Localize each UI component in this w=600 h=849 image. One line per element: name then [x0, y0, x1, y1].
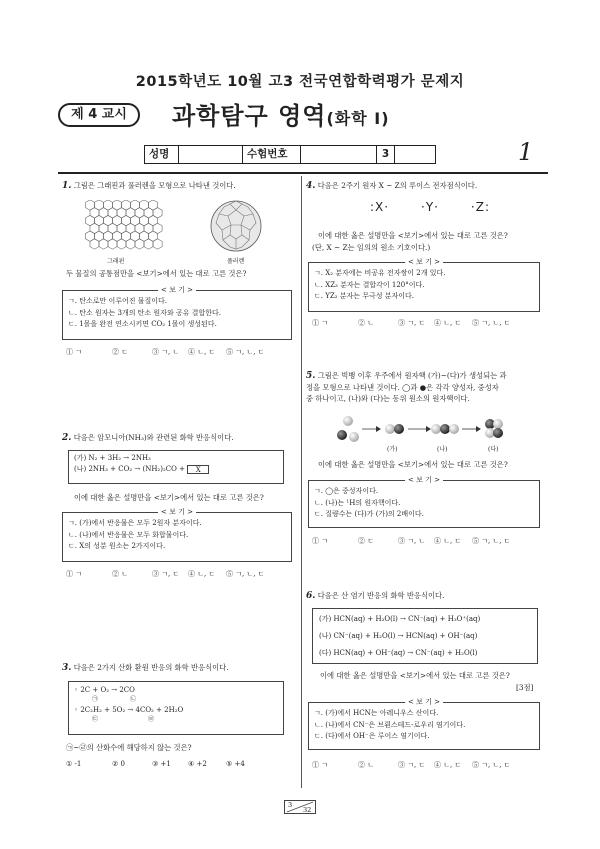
exam-no-label: 수험번호 [243, 146, 301, 163]
proton [343, 416, 353, 426]
choice-1[interactable]: ① ㄱ [66, 348, 82, 356]
neutron [337, 430, 347, 440]
bogi-box [62, 286, 292, 340]
graphene-hexagon [90, 239, 99, 249]
choice-3[interactable]: ③ ㄱ, ㄷ [398, 761, 426, 769]
question-5 [306, 370, 546, 404]
mark-d: ㉣ [147, 716, 154, 723]
graphene-hexagon [135, 239, 144, 249]
atom-y: ·Y· [421, 200, 439, 214]
lewis-structures [370, 200, 490, 224]
equation-2: (나) CN⁻(aq) + H₂O(l) → HCN(aq) + OH⁻(aq) [319, 632, 478, 640]
graphene-hexagon [99, 239, 108, 249]
answer-choices [312, 318, 544, 328]
choice-3[interactable]: ③ ㄱ, ㄴ [152, 348, 180, 356]
proton [349, 432, 359, 442]
bogi-item: ㄷ. 질량수는 (다)가 (가)의 2배이다. [314, 510, 424, 518]
bogi-label: < 보 기 > [158, 285, 196, 295]
question-number: 4. [306, 181, 316, 191]
subject-title [172, 96, 390, 131]
bogi-label: < 보 기 > [405, 475, 443, 485]
choice-1[interactable]: ① ㄱ [312, 761, 328, 769]
question-number: 6. [306, 591, 316, 601]
bogi-item: ㄴ. XZ₃ 분자는 결합각이 120°이다. [314, 280, 425, 289]
equation-2-marks [74, 716, 278, 724]
graphene-hexagon [126, 239, 135, 249]
points: [3점] [516, 683, 534, 692]
question-ask: ㉠~㉣의 산화수에 해당하지 않는 것은? [66, 743, 192, 752]
exam-title: 2015학년도 10월 고3 전국연합학력평가 문제지 [135, 74, 465, 90]
choice-1[interactable]: ① ㄱ [312, 537, 328, 545]
nucleus-na-neutron [440, 424, 450, 434]
arrow-head [376, 426, 381, 432]
graphene-hexagon [144, 239, 153, 249]
bogi-item: ㄷ. (다)에서 OH⁻은 루이스 염기이다. [314, 732, 430, 740]
choice-5[interactable]: ⑤ ㄱ, ㄴ, ㄷ [472, 537, 511, 545]
bogi-item: ㄱ. ◯은 중성자이다. [314, 487, 379, 495]
mark-a: ㉠ [92, 696, 99, 703]
equation-2: ◦ 2C₂H₂ + 5O₂ → 4CO₂ + 2H₂O [74, 706, 184, 714]
question-stem: 다음은 산 염기 반응의 화학 반응식이다. [317, 591, 445, 600]
choice-2[interactable]: ② ㄴ [112, 570, 128, 578]
question-ask: 이에 대한 옳은 설명만을 <보기>에서 있는 대로 고른 것은? [318, 231, 508, 240]
equation-box [68, 681, 284, 735]
label-da: (다) [488, 446, 499, 453]
graphene-hexagon [117, 239, 126, 249]
bogi-item: ㄷ. X의 성분 원소는 2가지이다. [68, 542, 166, 550]
question-3 [62, 662, 294, 674]
bogi-label: < 보 기 > [405, 697, 443, 707]
choice-5[interactable]: ⑤ ㄱ, ㄴ, ㄷ [472, 319, 511, 327]
question-ask: 두 물질의 공통점만을 <보기>에서 있는 대로 고른 것은? [66, 269, 247, 278]
bogi-label: < 보 기 > [405, 257, 443, 267]
nucleus-da-proton [493, 419, 503, 429]
page-number: 1 [518, 138, 534, 166]
question-note: (단, X ~ Z는 임의의 원소 기호이다.) [312, 243, 431, 252]
choice-3[interactable]: ③ ㄱ, ㄷ [152, 570, 180, 578]
graphene-hexagon [153, 239, 162, 249]
choice-4[interactable]: ④ ㄴ, ㄷ [188, 570, 216, 578]
question-stem: 다음은 2주기 원자 X ~ Z의 루이스 전자점식이다. [317, 181, 478, 190]
choice-4[interactable]: ④ ㄴ, ㄷ [434, 537, 462, 545]
choice-3[interactable]: ③ ㄱ, ㄴ [398, 537, 426, 545]
choice-5[interactable]: ⑤ ㄱ, ㄴ, ㄷ [226, 570, 265, 578]
choice-1[interactable]: ① ㄱ [312, 319, 328, 327]
choice-2[interactable]: ② ㄴ [358, 319, 374, 327]
bogi-item: ㄱ. X₂ 분자에는 비공유 전자쌍이 2개 있다. [314, 269, 446, 277]
equation-1-marks [74, 696, 278, 704]
column-divider [301, 176, 302, 788]
footer-page: 3 [288, 801, 293, 809]
choice-5[interactable]: ⑤ ㄱ, ㄴ, ㄷ [226, 348, 265, 356]
bogi-item: ㄴ. (나)에서 CN⁻은 브뢴스테드-로우리 염기이다. [314, 720, 466, 729]
fullerene-image [208, 198, 264, 254]
question-ask: 이에 대한 옳은 설명만을 <보기>에서 있는 대로 고른 것은? [318, 460, 508, 469]
atom-z: ·Z: [470, 200, 490, 214]
bogi-item: ㄱ. 탄소로만 이루어진 물질이다. [68, 297, 168, 305]
nucleus-da-neutron [493, 428, 503, 438]
equation-1: ◦ 2C + O₂ → 2CO [74, 686, 135, 694]
equation-1: (가) N₂ + 3H₂ → 2NH₃ [74, 454, 151, 462]
question-stem: 그림은 그래핀과 풀러렌을 모형으로 나타낸 것이다. [73, 181, 236, 190]
choice-4[interactable]: ④ ㄴ, ㄷ [434, 761, 462, 769]
bogi-box [308, 698, 540, 750]
subject-part: (화학 Ⅰ) [326, 109, 390, 128]
question-number: 1. [62, 181, 72, 191]
bogi-item: ㄴ. (나)에서 반응물은 모두 화합물이다. [68, 530, 189, 539]
choice-2[interactable]: ② ㄷ [358, 537, 374, 545]
atom-x: :X· [370, 200, 390, 214]
choice-4[interactable]: ④ ㄴ, ㄷ [434, 319, 462, 327]
equation-3: (다) HCN(aq) + OH⁻(aq) → CN⁻(aq) + H₂O(l) [319, 649, 478, 657]
bogi-box [308, 258, 540, 312]
choice-5[interactable]: ⑤ ㄱ, ㄴ, ㄷ [472, 761, 511, 769]
bogi-box [62, 508, 292, 562]
bogi-item: ㄴ. (나)는 ¹H의 원자핵이다. [314, 498, 401, 507]
footer-total: 32 [303, 806, 312, 814]
question-stem-2: 정을 모형으로 나타낸 것이다. ◯과 ●은 각각 양성자, 중성자 [306, 383, 499, 392]
equation-box [68, 450, 284, 484]
answer-choices [312, 760, 544, 770]
question-2 [62, 432, 294, 444]
fullerene-label: 풀러렌 [227, 258, 245, 265]
choice-2[interactable]: ② 0 [112, 760, 125, 768]
candidate-info-row [144, 145, 436, 164]
exam-no-value: 3 [377, 146, 395, 163]
label-na: (나) [437, 446, 448, 453]
question-stem: 다음은 2가지 산화 환원 반응의 화학 반응식이다. [73, 663, 229, 672]
choice-4[interactable]: ④ +2 [188, 760, 207, 768]
equation-2: (나) 2NH₃ + CO₂ → (NH₂)₂CO + X [74, 464, 278, 475]
question-stem: 다음은 암모니아(NH₃)와 관련된 화학 반응식이다. [73, 433, 234, 442]
choice-2[interactable]: ② ㄴ [358, 761, 374, 769]
nucleus-ga-neutron [394, 424, 404, 434]
question-4 [306, 180, 544, 192]
question-stem-1: 그림은 빅뱅 이후 우주에서 원자핵 (가)~(다)가 생성되는 과 [317, 371, 507, 380]
nucleus-ga-proton [385, 424, 395, 434]
session-badge: 제 4 교시 [58, 103, 140, 127]
bogi-label: < 보 기 > [158, 507, 196, 517]
choice-2[interactable]: ② ㄷ [112, 348, 128, 356]
choice-4[interactable]: ④ ㄴ, ㄷ [188, 348, 216, 356]
x-box: X [187, 465, 209, 474]
graphene-hexagon [108, 239, 117, 249]
bogi-item: ㄱ. (가)에서 반응물은 모두 2원자 분자이다. [68, 519, 202, 527]
name-label: 성명 [145, 146, 179, 163]
subject-name: 과학탐구 영역 [172, 102, 327, 130]
question-number: 3. [62, 663, 72, 673]
nucleus-na-proton [431, 424, 441, 434]
question-stem-3: 중 하나이고, (나)와 (다)는 동위 원소의 원자핵이다. [306, 394, 470, 403]
bogi-item: ㄷ. YZ₂ 분자는 무극성 분자이다. [314, 292, 415, 300]
answer-choices [66, 347, 296, 357]
header-rule [58, 172, 548, 174]
arrow-head [476, 426, 481, 432]
mark-b: ㉡ [129, 696, 136, 703]
question-ask: 이에 대한 옳은 설명만을 <보기>에서 있는 대로 고른 것은? [74, 493, 264, 502]
question-number: 5. [306, 371, 316, 381]
answer-choices [66, 760, 296, 768]
bogi-item: ㄱ. (가)에서 HCN는 아레니우스 산이다. [314, 709, 439, 717]
choice-1[interactable]: ① -1 [66, 760, 82, 768]
equation-box [312, 608, 538, 664]
exam-no-tail [395, 146, 435, 163]
question-1 [62, 180, 294, 192]
nucleus-na-proton [449, 424, 459, 434]
footer-page-box [284, 800, 316, 814]
answer-choices [312, 536, 544, 546]
label-ga: (가) [387, 446, 398, 453]
bogi-box [308, 476, 540, 528]
choice-3[interactable]: ③ ㄱ, ㄷ [398, 319, 426, 327]
answer-choices [66, 569, 296, 579]
exam-no-field [301, 146, 377, 163]
name-field [179, 146, 243, 163]
bogi-item: ㄴ. 탄소 원자는 3개의 탄소 원자와 공유 결합한다. [68, 308, 221, 317]
equation-1: (가) HCN(aq) + H₂O(l) → CN⁻(aq) + H₃O⁺(aq) [319, 615, 481, 623]
bogi-item: ㄷ. 1몰을 완전 연소시키면 CO₂ 1몰이 생성된다. [68, 320, 217, 328]
choice-1[interactable]: ① ㄱ [66, 570, 82, 578]
choice-5[interactable]: ⑤ +4 [226, 760, 245, 768]
arrow-head [426, 426, 431, 432]
question-6 [306, 590, 544, 602]
graphene-image [84, 200, 166, 254]
choice-3[interactable]: ③ +1 [152, 760, 171, 768]
mark-c: ㉢ [92, 716, 99, 723]
graphene-label: 그래핀 [107, 258, 125, 265]
question-number: 2. [62, 433, 72, 443]
question-ask: 이에 대한 옳은 설명만을 <보기>에서 있는 대로 고른 것은? [320, 671, 510, 680]
